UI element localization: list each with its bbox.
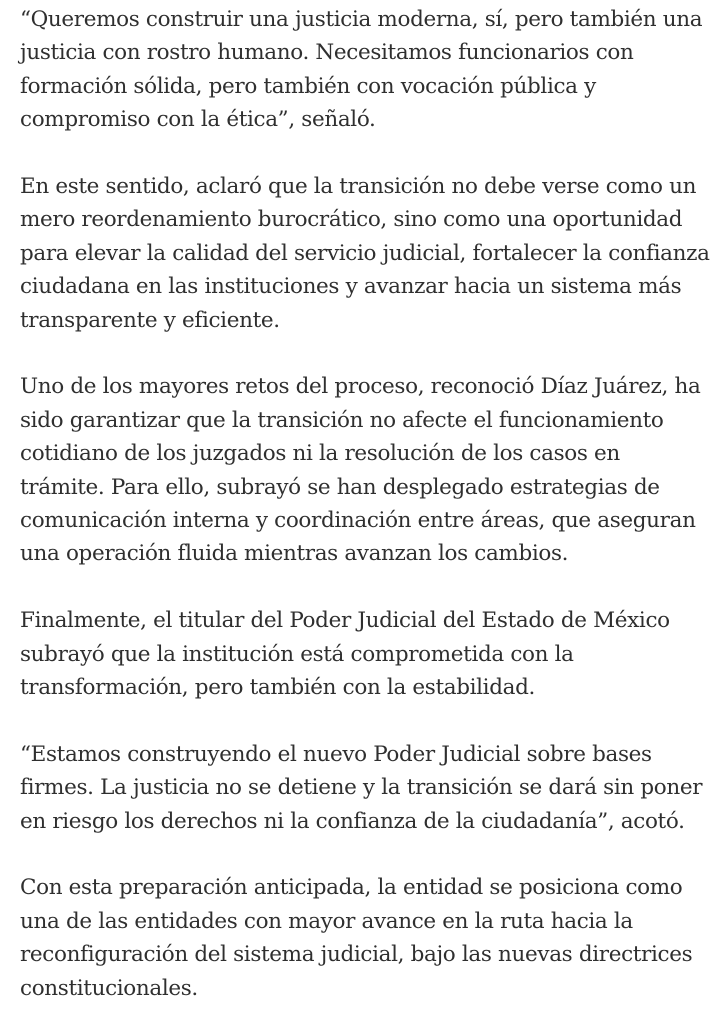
article-body [20, 3, 710, 1005]
paragraph-finalmente: Finalmente, el titular del Poder Judicial del Estado de México subrayó que la institución está comprometida con la transformación, pero también con la estabilidad. [20, 608, 670, 701]
paragraph-quote-justicia-moderna: “Queremos construir una justicia moderna, sí, pero también una justicia con rostro humano. Necesitamos funcionarios con formación sólida, pero también con vocación pública y compromiso con la ética”, señaló. [20, 7, 703, 133]
paragraph-retos-proceso: Uno de los mayores retos del proceso, reconoció Díaz Juárez, ha sido garantizar que la transición no afecte el funcionamiento cotidiano de los juzgados ni la resolución de los casos en trámite. Para ello, subrayó se han desplegado estrategias de comunicación interna y coordinación entre áreas, que aseguran una operación fluida mientras avanzan los cambios. [20, 374, 701, 567]
paragraph-transicion: En este sentido, aclaró que la transición no debe verse como un mero reordenamiento burocrático, sino como una oportunidad para elevar la calidad del servicio judicial, fortalecer la confianza ciudadana en las instituciones y avanzar hacia un sistema más transparente y eficiente. [20, 174, 710, 333]
paragraph-quote-nuevo-poder-judicial: “Estamos construyendo el nuevo Poder Judicial sobre bases firmes. La justicia no se detiene y la transición se dará sin poner en riesgo los derechos ni la confianza de la ciudadanía”, acotó. [20, 741, 703, 834]
paragraph-preparacion-anticipada: Con esta preparación anticipada, la entidad se posiciona como una de las entidades con mayor avance en la ruta hacia la reconfiguración del sistema judicial, bajo las nuevas directrices constitucionales. [20, 875, 693, 1001]
